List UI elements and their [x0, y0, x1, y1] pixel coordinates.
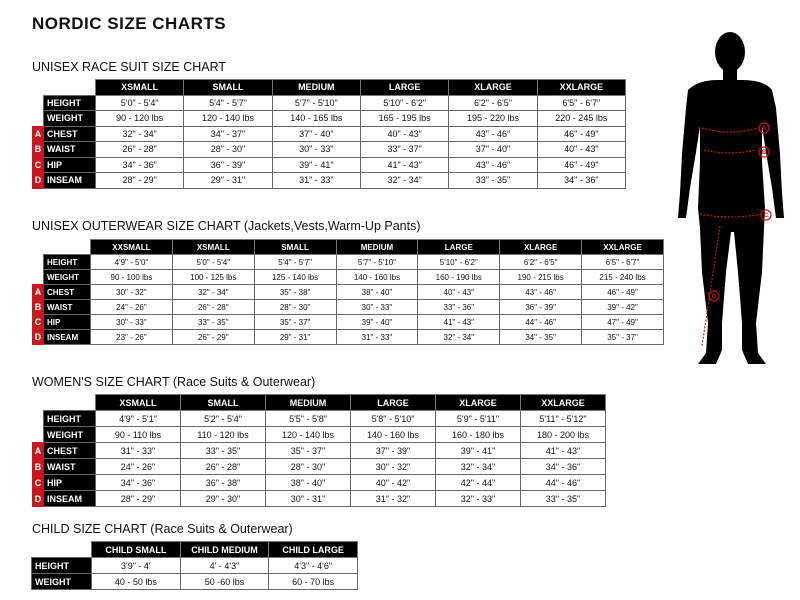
size-value-cell: 29" - 31"	[184, 173, 272, 189]
size-value-cell: 36" - 38"	[181, 475, 266, 491]
size-value-cell: 215 - 240 lbs	[582, 270, 664, 285]
size-value-cell: 28" - 30"	[254, 300, 336, 315]
size-value-cell: 40" - 43"	[360, 126, 448, 142]
row-label: HEIGHT	[44, 255, 91, 270]
size-value-cell: 4' - 4'3"	[180, 558, 269, 574]
size-value-cell: 38" - 40"	[266, 475, 351, 491]
size-value-cell: 29" - 30"	[181, 491, 266, 507]
size-value-cell: 34" - 36"	[537, 173, 625, 189]
size-value-cell: 35" - 37"	[266, 443, 351, 459]
table-row	[33, 255, 664, 270]
table-row	[33, 95, 626, 111]
row-label: CHEST	[44, 285, 91, 300]
row-spacer	[33, 111, 44, 127]
measure-letter-badge: A	[33, 443, 44, 459]
marker-b-label: B	[761, 150, 767, 156]
size-column-header: XSMALL	[172, 240, 254, 255]
size-value-cell: 35" - 37"	[582, 330, 664, 345]
womens-size-table	[32, 394, 606, 507]
size-value-cell: 140 - 165 lbs	[272, 111, 360, 127]
body-silhouette-icon	[678, 32, 784, 364]
table-row	[33, 157, 626, 173]
size-column-header: SMALL	[184, 80, 272, 96]
table-row	[33, 427, 606, 443]
header-corner	[33, 395, 96, 411]
measure-letter-badge: C	[33, 475, 44, 491]
size-value-cell: 4'3" - 4'6"	[269, 558, 358, 574]
measure-letter-badge: A	[33, 126, 44, 142]
body-measurement-figure	[668, 28, 796, 373]
size-value-cell: 30" - 31"	[266, 491, 351, 507]
child-title: CHILD SIZE CHART (Race Suits & Outerwear)	[32, 522, 293, 536]
table-row	[33, 300, 664, 315]
measure-letter-badge: D	[33, 330, 44, 345]
size-value-cell: 40 - 50 lbs	[92, 574, 181, 590]
table-header-row	[32, 542, 358, 558]
size-value-cell: 41" - 43"	[360, 157, 448, 173]
size-value-cell: 42" - 44"	[436, 475, 521, 491]
marker-c-label: C	[763, 213, 769, 219]
row-label: WEIGHT	[32, 574, 92, 590]
size-value-cell: 5'4" - 5'7"	[254, 255, 336, 270]
measure-letter-badge: D	[33, 491, 44, 507]
row-spacer	[33, 270, 44, 285]
table-row	[33, 173, 626, 189]
size-value-cell: 5'0" - 5'4"	[96, 95, 184, 111]
table-row	[33, 270, 664, 285]
size-value-cell: 33" - 35"	[449, 173, 537, 189]
table-row	[33, 459, 606, 475]
size-value-cell: 32" - 34"	[436, 459, 521, 475]
table-row	[33, 411, 606, 427]
size-value-cell: 43" - 46"	[449, 157, 537, 173]
size-value-cell: 34" - 36"	[96, 157, 184, 173]
row-label: WEIGHT	[44, 270, 91, 285]
size-value-cell: 190 - 215 lbs	[500, 270, 582, 285]
size-value-cell: 31" - 32"	[351, 491, 436, 507]
size-column-header: XLARGE	[449, 80, 537, 96]
size-value-cell: 90 - 120 lbs	[96, 111, 184, 127]
size-value-cell: 39" - 41"	[272, 157, 360, 173]
size-value-cell: 33" - 35"	[181, 443, 266, 459]
header-corner	[33, 240, 91, 255]
row-label: WAIST	[44, 142, 96, 158]
size-value-cell: 46" - 49"	[537, 157, 625, 173]
row-label: WEIGHT	[44, 111, 96, 127]
size-value-cell: 36" - 39"	[184, 157, 272, 173]
size-value-cell: 33" - 35"	[521, 491, 606, 507]
size-value-cell: 32" - 33"	[436, 491, 521, 507]
size-value-cell: 90 - 100 lbs	[91, 270, 173, 285]
row-label: WEIGHT	[44, 427, 96, 443]
row-label: INSEAM	[44, 491, 96, 507]
size-column-header: CHILD MEDIUM	[180, 542, 269, 558]
size-value-cell: 39" - 41"	[436, 443, 521, 459]
size-column-header: XXLARGE	[582, 240, 664, 255]
size-column-header: XXLARGE	[537, 80, 625, 96]
table-row	[33, 126, 626, 142]
size-value-cell: 41" - 43"	[521, 443, 606, 459]
size-value-cell: 33" - 35"	[172, 315, 254, 330]
size-value-cell: 32" - 34"	[172, 285, 254, 300]
race-suit-title: UNISEX RACE SUIT SIZE CHART	[32, 60, 227, 74]
size-value-cell: 26" - 28"	[96, 142, 184, 158]
size-value-cell: 33" - 37"	[360, 142, 448, 158]
size-value-cell: 30" - 32"	[91, 285, 173, 300]
row-spacer	[33, 411, 44, 427]
size-value-cell: 26" - 29"	[172, 330, 254, 345]
size-value-cell: 39" - 42"	[582, 300, 664, 315]
size-column-header: LARGE	[351, 395, 436, 411]
size-value-cell: 5'7" - 5'10"	[272, 95, 360, 111]
size-column-header: SMALL	[181, 395, 266, 411]
size-value-cell: 40" - 43"	[418, 285, 500, 300]
size-value-cell: 180 - 200 lbs	[521, 427, 606, 443]
size-value-cell: 39" - 40"	[336, 315, 418, 330]
table-header-row	[33, 395, 606, 411]
row-label: INSEAM	[44, 330, 91, 345]
size-value-cell: 165 - 195 lbs	[360, 111, 448, 127]
size-value-cell: 140 - 160 lbs	[336, 270, 418, 285]
race-suit-size-table	[32, 79, 626, 189]
table-row	[33, 443, 606, 459]
size-value-cell: 26" - 28"	[181, 459, 266, 475]
table-header-row	[33, 240, 664, 255]
size-value-cell: 24" - 26"	[96, 459, 181, 475]
size-value-cell: 32" - 34"	[96, 126, 184, 142]
size-value-cell: 41" - 43"	[418, 315, 500, 330]
size-column-header: LARGE	[418, 240, 500, 255]
size-value-cell: 26" - 28"	[172, 300, 254, 315]
womens-title: WOMEN'S SIZE CHART (Race Suits & Outerwear)	[32, 375, 316, 389]
size-value-cell: 37" - 40"	[449, 142, 537, 158]
row-label: CHEST	[44, 443, 96, 459]
size-value-cell: 34" - 36"	[96, 475, 181, 491]
size-value-cell: 5'2" - 5'4"	[181, 411, 266, 427]
row-spacer	[33, 255, 44, 270]
measure-letter-badge: B	[33, 300, 44, 315]
size-value-cell: 43" - 46"	[500, 285, 582, 300]
size-value-cell: 34" - 36"	[521, 459, 606, 475]
row-label: WAIST	[44, 459, 96, 475]
size-value-cell: 28" - 30"	[266, 459, 351, 475]
size-value-cell: 30" - 33"	[91, 315, 173, 330]
size-column-header: MEDIUM	[336, 240, 418, 255]
size-value-cell: 120 - 140 lbs	[266, 427, 351, 443]
size-value-cell: 50 -60 lbs	[180, 574, 269, 590]
outerwear-size-table	[32, 239, 664, 345]
size-value-cell: 32" - 34"	[418, 330, 500, 345]
size-value-cell: 38" - 40"	[336, 285, 418, 300]
size-value-cell: 31" - 33"	[96, 443, 181, 459]
size-value-cell: 34" - 37"	[184, 126, 272, 142]
size-value-cell: 28" - 29"	[96, 173, 184, 189]
child-size-table	[31, 541, 358, 590]
size-value-cell: 29" - 31"	[254, 330, 336, 345]
size-value-cell: 3'9" - 4'	[92, 558, 181, 574]
measure-letter-badge: A	[33, 285, 44, 300]
size-column-header: XLARGE	[500, 240, 582, 255]
size-value-cell: 44" - 46"	[521, 475, 606, 491]
size-value-cell: 110 - 120 lbs	[181, 427, 266, 443]
row-label: CHEST	[44, 126, 96, 142]
size-value-cell: 100 - 125 lbs	[172, 270, 254, 285]
size-value-cell: 43" - 46"	[449, 126, 537, 142]
size-value-cell: 125 - 140 lbs	[254, 270, 336, 285]
row-label: HEIGHT	[44, 411, 96, 427]
size-value-cell: 46" - 49"	[582, 285, 664, 300]
size-value-cell: 5'0" - 5'4"	[172, 255, 254, 270]
size-column-header: CHILD LARGE	[269, 542, 358, 558]
size-value-cell: 24" - 26"	[91, 300, 173, 315]
measure-letter-badge: B	[33, 142, 44, 158]
size-column-header: XXLARGE	[521, 395, 606, 411]
row-label: HIP	[44, 315, 91, 330]
size-column-header: XLARGE	[436, 395, 521, 411]
size-value-cell: 28" - 29"	[96, 491, 181, 507]
table-row	[32, 558, 358, 574]
size-value-cell: 34" - 35"	[500, 330, 582, 345]
size-value-cell: 90 - 110 lbs	[96, 427, 181, 443]
size-value-cell: 36" - 39"	[500, 300, 582, 315]
table-row	[32, 574, 358, 590]
table-header-row	[33, 80, 626, 96]
size-value-cell: 6'2" - 6'5"	[500, 255, 582, 270]
size-value-cell: 5'11" - 5'12"	[521, 411, 606, 427]
size-column-header: CHILD SMALL	[92, 542, 181, 558]
size-value-cell: 35" - 37"	[254, 315, 336, 330]
size-value-cell: 5'10" - 6'2"	[418, 255, 500, 270]
size-column-header: XSMALL	[96, 395, 181, 411]
size-value-cell: 140 - 160 lbs	[351, 427, 436, 443]
size-value-cell: 220 - 245 lbs	[537, 111, 625, 127]
size-value-cell: 30" - 32"	[351, 459, 436, 475]
size-value-cell: 30" - 33"	[272, 142, 360, 158]
size-value-cell: 44" - 46"	[500, 315, 582, 330]
size-column-header: MEDIUM	[272, 80, 360, 96]
size-value-cell: 37" - 40"	[272, 126, 360, 142]
size-value-cell: 4'9" - 5'1"	[96, 411, 181, 427]
marker-a-label: A	[761, 126, 767, 132]
size-value-cell: 5'4" - 5'7"	[184, 95, 272, 111]
size-value-cell: 32" - 34"	[360, 173, 448, 189]
size-value-cell: 31" - 33"	[272, 173, 360, 189]
size-column-header: LARGE	[360, 80, 448, 96]
size-value-cell: 160 - 190 lbs	[418, 270, 500, 285]
measure-letter-badge: C	[33, 315, 44, 330]
size-value-cell: 160 - 180 lbs	[436, 427, 521, 443]
size-value-cell: 37" - 39"	[351, 443, 436, 459]
row-spacer	[33, 95, 44, 111]
size-value-cell: 5'10" - 6'2"	[360, 95, 448, 111]
size-value-cell: 33" - 36"	[418, 300, 500, 315]
size-value-cell: 28" - 30"	[184, 142, 272, 158]
table-row	[33, 475, 606, 491]
size-value-cell: 60 - 70 lbs	[269, 574, 358, 590]
row-label: INSEAM	[44, 173, 96, 189]
size-value-cell: 6'2" - 6'5"	[449, 95, 537, 111]
size-value-cell: 23" - 26"	[91, 330, 173, 345]
size-value-cell: 5'8" - 5'10"	[351, 411, 436, 427]
size-column-header: MEDIUM	[266, 395, 351, 411]
size-value-cell: 6'5" - 6'7"	[537, 95, 625, 111]
size-column-header: XSMALL	[96, 80, 184, 96]
table-row	[33, 285, 664, 300]
size-column-header: SMALL	[254, 240, 336, 255]
size-value-cell: 40" - 43"	[537, 142, 625, 158]
row-label: HIP	[44, 475, 96, 491]
size-value-cell: 30" - 33"	[336, 300, 418, 315]
outerwear-title: UNISEX OUTERWEAR SIZE CHART (Jackets,Vests,Warm-Up Pants)	[32, 219, 421, 233]
size-value-cell: 35" - 38"	[254, 285, 336, 300]
size-column-header: XXSMALL	[91, 240, 173, 255]
marker-d-label: D	[711, 294, 717, 300]
size-value-cell: 5'5" - 5'8"	[266, 411, 351, 427]
table-row	[33, 142, 626, 158]
size-value-cell: 47" - 49"	[582, 315, 664, 330]
table-row	[33, 111, 626, 127]
size-value-cell: 120 - 140 lbs	[184, 111, 272, 127]
size-value-cell: 5'9" - 5'11"	[436, 411, 521, 427]
table-row	[33, 491, 606, 507]
measure-letter-badge: B	[33, 459, 44, 475]
row-label: HEIGHT	[44, 95, 96, 111]
size-value-cell: 195 - 220 lbs	[449, 111, 537, 127]
row-label: WAIST	[44, 300, 91, 315]
size-value-cell: 4'9" - 5'0"	[91, 255, 173, 270]
size-value-cell: 6'5" - 6'7"	[582, 255, 664, 270]
size-value-cell: 40" - 42"	[351, 475, 436, 491]
size-value-cell: 46" - 49"	[537, 126, 625, 142]
row-label: HIP	[44, 157, 96, 173]
measure-letter-badge: C	[33, 157, 44, 173]
header-corner	[32, 542, 92, 558]
size-value-cell: 5'7" - 5'10"	[336, 255, 418, 270]
table-row	[33, 330, 664, 345]
row-label: HEIGHT	[32, 558, 92, 574]
header-corner	[33, 80, 96, 96]
page-title: NORDIC SIZE CHARTS	[32, 14, 227, 33]
table-row	[33, 315, 664, 330]
measure-letter-badge: D	[33, 173, 44, 189]
row-spacer	[33, 427, 44, 443]
size-value-cell: 31" - 33"	[336, 330, 418, 345]
